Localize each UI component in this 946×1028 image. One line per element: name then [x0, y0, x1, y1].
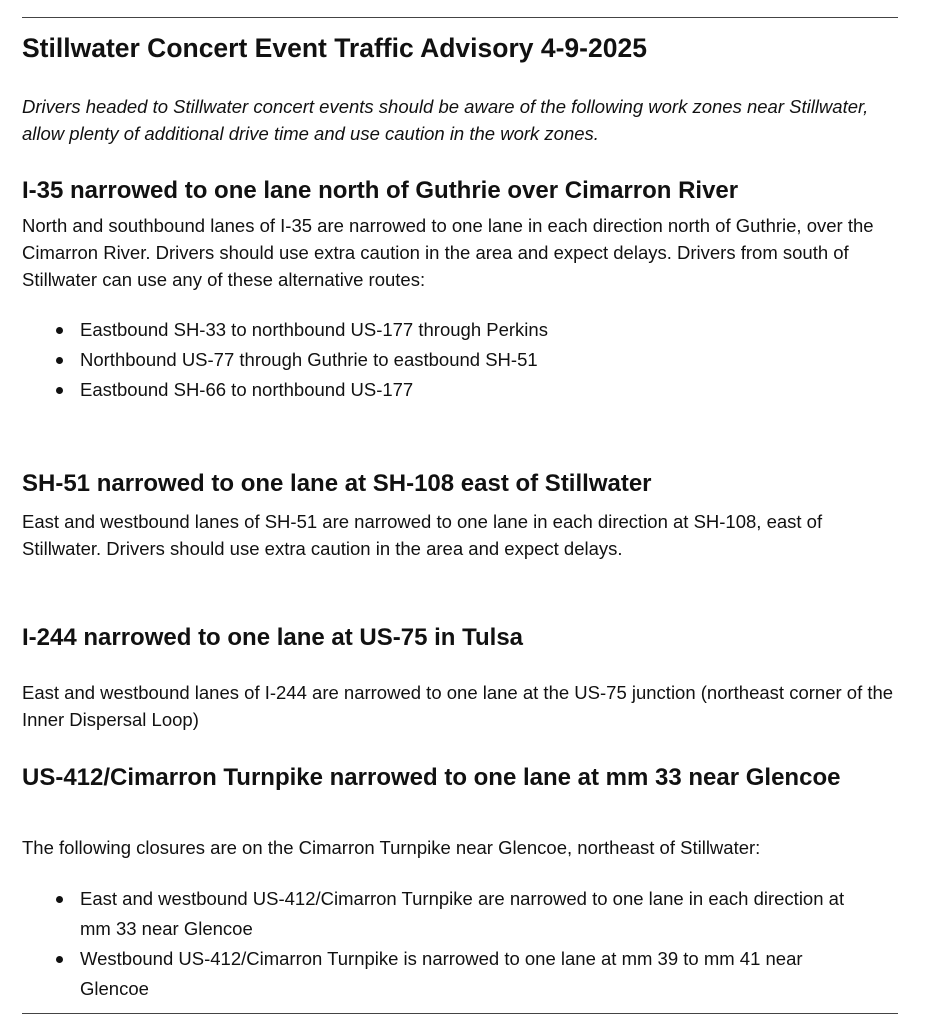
page-title: Stillwater Concert Event Traffic Advisory 4-9-2025 — [22, 33, 647, 63]
section-heading-sh51: SH-51 narrowed to one lane at SH-108 east of Stillwater — [22, 470, 652, 497]
section-heading-i35: I-35 narrowed to one lane north of Guthrie over Cimarron River — [22, 177, 739, 204]
bullet-icon — [56, 327, 63, 334]
section-body-i35: North and southbound lanes of I-35 are narrowed to one lane in each direction north of Guthrie, over the Cimarron River. Drivers should use extra caution in the area and expect delays. Drivers from south of Stillwater can use any of these alternative routes: — [22, 215, 874, 290]
bullet-icon — [56, 956, 63, 963]
section-heading-us412: US-412/Cimarron Turnpike narrowed to one lane at mm 33 near Glencoe — [22, 764, 841, 791]
bullet-icon — [56, 896, 63, 903]
alt-routes-list — [22, 315, 898, 405]
bullet-icon — [56, 357, 63, 364]
closures-list — [22, 884, 852, 1004]
list-item: Westbound US-412/Cimarron Turnpike is narrowed to one lane at mm 39 to mm 41 near Glencoe — [22, 944, 852, 1004]
section-body-us412: The following closures are on the Cimarron Turnpike near Glencoe, northeast of Stillwater: — [22, 837, 761, 858]
intro-text: Drivers headed to Stillwater concert events should be aware of the following work zones near Stillwater, allow plenty of additional drive time and use caution in the work zones. — [22, 96, 869, 144]
list-item: Eastbound SH-33 to northbound US-177 through Perkins — [22, 315, 898, 345]
list-item: Northbound US-77 through Guthrie to eastbound SH-51 — [22, 345, 898, 375]
list-item: East and westbound US-412/Cimarron Turnpike are narrowed to one lane in each direction at mm 33 near Glencoe — [22, 884, 852, 944]
top-divider — [22, 17, 898, 18]
section-heading-i244: I-244 narrowed to one lane at US-75 in Tulsa — [22, 624, 524, 651]
section-body-sh51: East and westbound lanes of SH-51 are narrowed to one lane in each direction at SH-108, east of Stillwater. Drivers should use extra caution in the area and expect delays. — [22, 511, 823, 559]
bullet-icon — [56, 387, 63, 394]
bottom-divider — [22, 1013, 898, 1014]
list-item: Eastbound SH-66 to northbound US-177 — [22, 375, 898, 405]
section-body-i244: East and westbound lanes of I-244 are narrowed to one lane at the US-75 junction (northeast corner of the Inner Dispersal Loop) — [22, 682, 894, 730]
